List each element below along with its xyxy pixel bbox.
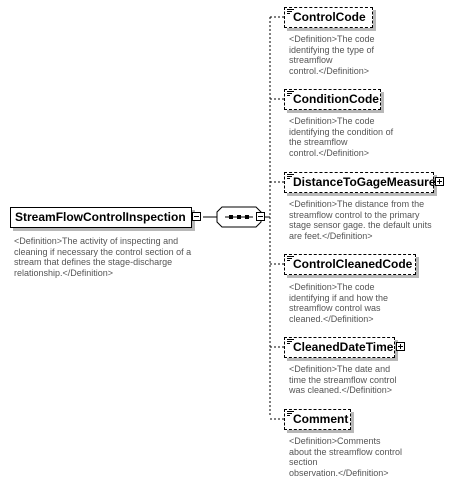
child-definition: <Definition>The code identifying if and how the streamflow control was cleaned.</Definition>	[289, 282, 389, 324]
child-definition: <Definition>The code identifying the condition of the streamflow control.</Definition>	[289, 116, 394, 158]
root-definition: <Definition>The activity of inspecting and cleaning if necessary the control section of a stream that defines the stage-discharge relationship.</Definition>	[14, 236, 192, 278]
element-icon	[287, 174, 294, 180]
collapse-icon[interactable]	[192, 212, 201, 221]
element-icon	[287, 9, 294, 15]
child-definition: <Definition>The date and time the streamflow control was cleaned.</Definition>	[289, 364, 397, 395]
child-element-controlcode[interactable]	[284, 7, 373, 28]
child-element-controlcleanedcode[interactable]	[284, 254, 416, 275]
expand-icon[interactable]	[435, 177, 444, 186]
element-icon	[287, 256, 294, 262]
child-label: ControlCleanedCode	[293, 257, 413, 271]
child-element-cleaneddatetime[interactable]	[284, 337, 395, 358]
child-element-distancetogagemeasure[interactable]	[284, 172, 434, 193]
child-element-conditioncode[interactable]	[284, 89, 381, 110]
child-definition: <Definition>The distance from the streamflow control to the primary stage sensor gage. the default units are feet.</Definition>	[289, 199, 432, 241]
element-icon	[287, 411, 294, 417]
child-label: CleanedDateTime	[293, 340, 394, 354]
child-label: ControlCode	[293, 10, 366, 24]
root-element[interactable]	[10, 207, 192, 228]
child-label: ConditionCode	[293, 92, 379, 106]
child-label: DistanceToGageMeasure	[293, 175, 436, 189]
root-element-label: StreamFlowControlInspection	[15, 210, 186, 224]
expand-icon[interactable]	[396, 342, 405, 351]
child-definition: <Definition>Comments about the streamflow control section observation.</Definition>	[289, 436, 403, 478]
child-element-comment[interactable]	[284, 409, 351, 430]
element-icon	[287, 339, 294, 345]
sequence-collapse-icon[interactable]	[256, 212, 265, 221]
child-label: Comment	[293, 412, 349, 426]
child-definition: <Definition>The code identifying the type of streamflow control.</Definition>	[289, 34, 375, 76]
element-icon	[287, 91, 294, 97]
